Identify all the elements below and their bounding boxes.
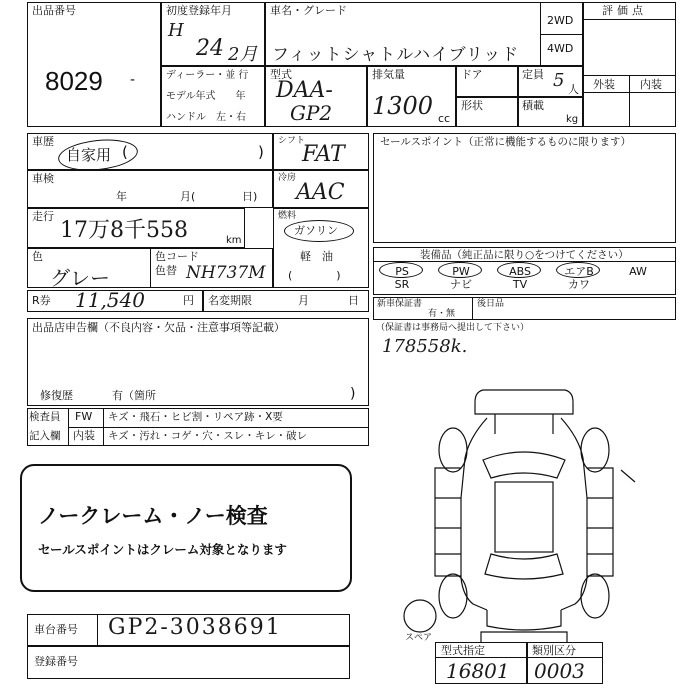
warranty-handwritten: 178558k. [382, 336, 468, 357]
color-code-label: 色コード [155, 250, 199, 263]
category-label: 類別区分 [532, 644, 576, 657]
rating-exterior: 外装 [593, 78, 615, 91]
fuel-paren: ( ) [288, 269, 341, 282]
equipment-item-top: ABS [509, 265, 531, 278]
equipment-item-bottom: TV [512, 278, 528, 291]
registration-era: H [168, 20, 184, 41]
listing-number-label: 出品番号 [32, 4, 76, 17]
recycle-label: R券 [32, 294, 51, 307]
equipment-circle [379, 262, 423, 278]
category-value: 0003 [534, 659, 585, 683]
displacement-value: 1300 [372, 92, 434, 120]
mileage-value: 17万8千558 [60, 218, 188, 243]
equipment-item [435, 262, 487, 292]
type-designation-value: 16801 [446, 659, 510, 683]
load-unit: kg [566, 114, 579, 125]
inspection-label: 車検 [32, 172, 54, 185]
dealer-row2: モデル年式 年 [166, 91, 246, 102]
recycle-value: 11,540 [75, 288, 145, 312]
registration-label: 初度登録年月 [166, 4, 232, 17]
equipment-circle [438, 262, 482, 278]
model-label: 車名・グレード [270, 4, 347, 17]
no-claim-subtitle: セールスポイントはクレーム対象となります [38, 542, 287, 557]
history-label: 車歴 [32, 135, 54, 148]
name-change-day: 日 [348, 294, 359, 307]
shift-value: FAT [302, 142, 345, 167]
fuel-label: 燃料 [278, 211, 297, 221]
reg-number-label: 登録番号 [34, 655, 78, 668]
inspector-row2-tag: 内装 [73, 429, 95, 442]
dealer-row1: ディーラー・並 行 [166, 70, 249, 81]
color-value: グレー [50, 266, 110, 290]
spare-label: スペア [405, 633, 433, 643]
name-change-label: 名変期限 [208, 294, 252, 307]
drive-4wd: 4WD [547, 42, 574, 55]
history-paren-close: ) [258, 143, 264, 161]
car-damage-diagram [395, 378, 655, 658]
capacity-label: 定員 [522, 68, 544, 81]
equipment-item-top: エアB [564, 265, 594, 278]
color-code-value: NH737M [186, 263, 266, 283]
repair-value: 有（箇所 [112, 389, 156, 402]
equipment-item-top: PW [452, 265, 470, 278]
aircon-value: AAC [296, 180, 345, 205]
mileage-unit: km [226, 235, 242, 246]
door-label: ドア [461, 68, 483, 81]
sales-point-label: セールスポイント（正常に機能するものに限ります） [380, 136, 632, 148]
fuel-diesel: 軽 油 [300, 250, 333, 263]
equipment-circle [556, 262, 600, 278]
listing-number-value: 8029 [45, 66, 103, 96]
repair-label: 修復歴 [40, 389, 73, 402]
inspector-label2: 記入欄 [29, 430, 61, 442]
inspection-month: 月( [180, 190, 196, 203]
inspector-row1-tag: FW [75, 410, 93, 423]
fuel-gasoline: ガソリン [294, 224, 338, 237]
color-label: 色 [32, 250, 43, 263]
equipment-item [553, 262, 605, 292]
warranty-note: （保証書は事務局へ提出して下さい） [376, 323, 530, 333]
inspector-row1-text: キズ・飛石・ヒビ割・リペア跡・X要 [108, 411, 283, 423]
type-designation-label: 型式指定 [441, 644, 485, 657]
equipment-item [612, 262, 664, 292]
sales-point-box [373, 133, 676, 243]
equipment-item [494, 262, 546, 292]
warranty-label: 新車保証書 [377, 299, 423, 309]
no-claim-title: ノークレーム・ノー検査 [38, 504, 268, 528]
chassis-value: GP2-3038691 [108, 615, 282, 640]
displacement-label: 排気量 [372, 68, 405, 81]
listing-number-box [27, 2, 161, 127]
name-change-month: 月 [298, 294, 309, 307]
equipment-item-bottom: カワ [568, 278, 590, 291]
rating-interior: 内装 [640, 78, 662, 91]
drive-2wd: 2WD [547, 14, 574, 27]
type-label: 型式 [270, 68, 292, 81]
history-value: 自家用 [66, 146, 112, 164]
chassis-label: 車台番号 [34, 623, 78, 636]
equipment-item [376, 262, 428, 292]
warranty-options: 有・無 [428, 309, 456, 319]
equipment-item-top: PS [395, 265, 409, 278]
registration-month: 2月 [228, 44, 258, 65]
registration-year: 24 [196, 36, 224, 61]
aircon-label: 冷房 [278, 173, 297, 183]
declaration-label: 出品店申告欄（不良内容・欠品・注意事項等記載） [32, 321, 285, 334]
displacement-unit: cc [438, 112, 451, 125]
dash-mark: - [130, 72, 136, 88]
equipment-item-bottom: ナビ [450, 278, 472, 291]
type-line1: DAA- [276, 78, 333, 103]
capacity-unit: 人 [568, 83, 579, 96]
equipment-item-bottom: SR [394, 278, 410, 291]
color-code-sub: 色替 [155, 264, 177, 277]
type-line2: GP2 [290, 101, 333, 125]
dealer-row3: ハンドル 左・右 [166, 112, 246, 123]
recycle-unit: 円 [183, 294, 194, 307]
capacity-value: 5 [553, 70, 565, 91]
shift-label: シフト [278, 136, 306, 146]
equipment-circle [497, 262, 541, 278]
inspector-label1: 検査員 [29, 411, 61, 423]
equipment-label: 装備品（純正品に限り○をつけてください） [420, 249, 629, 261]
model-value: フィットシャトルハイブリッド [272, 45, 520, 65]
inspector-row2-text: キズ・汚れ・コゲ・穴・スレ・キレ・破レ [108, 430, 308, 442]
inspection-box [27, 170, 273, 208]
inspection-year: 年 [116, 190, 127, 203]
inspection-day: 日) [242, 190, 258, 203]
shape-label: 形状 [461, 99, 483, 112]
rating-label: 評価点 [602, 4, 647, 17]
equipment-item-top: AW [629, 265, 647, 278]
history-paren-open: ( [122, 143, 128, 161]
load-label: 積載 [522, 99, 544, 112]
warranty-date-label: 後日品 [477, 299, 505, 309]
mileage-label: 走行 [32, 210, 54, 223]
